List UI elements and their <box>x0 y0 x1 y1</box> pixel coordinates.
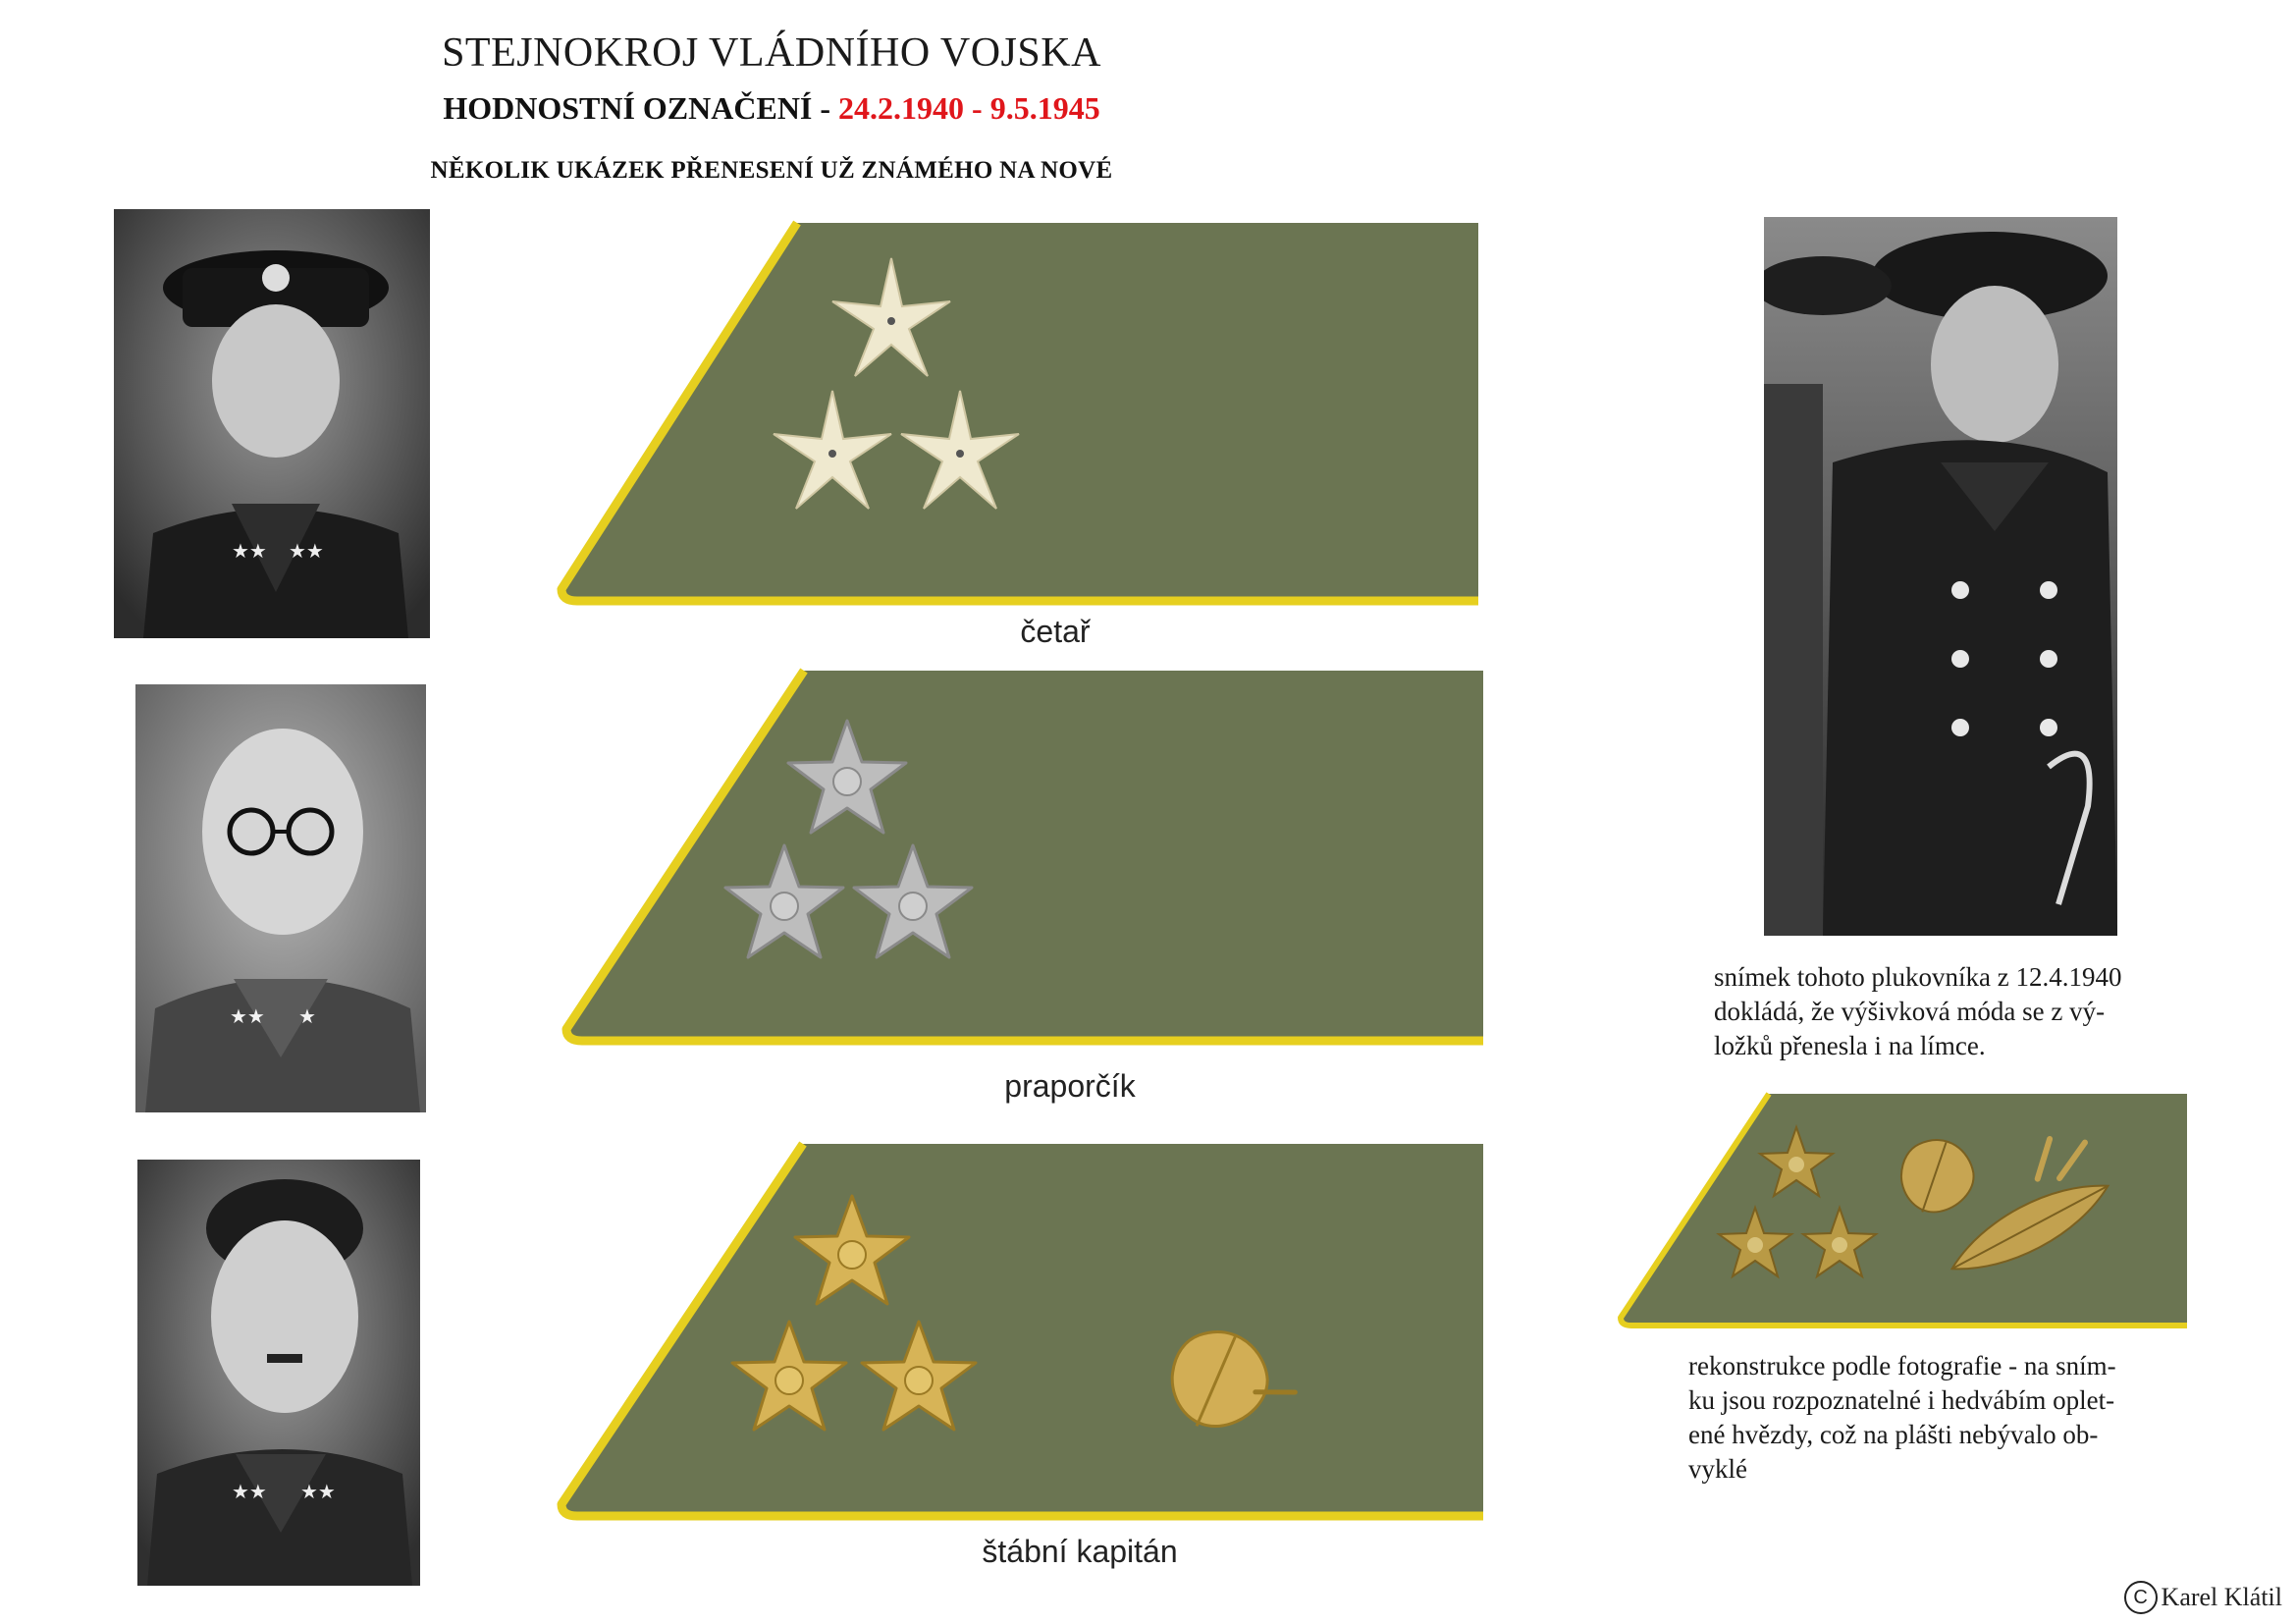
svg-text:★★: ★★ <box>232 1482 267 1503</box>
gold-star-left <box>732 1322 846 1430</box>
silver-star-top <box>788 721 906 833</box>
embroidered-star-right <box>1803 1208 1876 1276</box>
celluloid-star-top <box>832 258 950 376</box>
gold-star-top <box>795 1196 909 1304</box>
page-title: STEJNOKROJ VLÁDNÍHO VOJSKA <box>442 30 1101 76</box>
svg-text:★★: ★★ <box>230 1006 265 1028</box>
svg-text:★★: ★★ <box>300 1482 336 1503</box>
svg-text:★★: ★★ <box>232 541 267 563</box>
gold-insignia-group <box>558 1139 1485 1520</box>
portrait-photo-1 <box>114 209 430 638</box>
silver-stars-group <box>562 666 1485 1045</box>
reconstruction-note: rekonstrukce podle fotografie - na sním- ku jsou rozpoznatelné i hedvábím oplet- ené hvězdy, což na plášti nebývalo ob- vyklé <box>1688 1351 2116 1484</box>
embroidered-linden-leaf <box>1890 1128 1985 1222</box>
portrait-photo-3 <box>137 1160 420 1586</box>
gold-star-right <box>862 1322 976 1430</box>
rank-caption-stabni-kapitan: štábní kapitán <box>982 1534 1178 1569</box>
celluloid-stars-group <box>558 218 1480 605</box>
silver-star-left <box>725 845 843 957</box>
rank-caption-praporcik: praporčík <box>1004 1068 1136 1104</box>
silver-star-right <box>854 845 972 957</box>
subtitle-prefix: HODNOSTNÍ OZNAČENÍ - <box>443 90 839 126</box>
subtitle-dates: 24.2.1940 - 9.5.1945 <box>838 90 1100 126</box>
celluloid-star-right <box>901 391 1019 509</box>
colonel-photo <box>1764 217 2117 936</box>
embroidered-insignia-group <box>1618 1090 2189 1328</box>
svg-text:★★: ★★ <box>289 541 324 563</box>
svg-text:★: ★ <box>298 1006 316 1028</box>
embroidered-star-left <box>1719 1208 1791 1276</box>
copyright <box>2124 1581 2282 1614</box>
gold-linden-leaf <box>1158 1311 1298 1438</box>
celluloid-star-left <box>774 391 891 509</box>
portrait-photo-2 <box>135 684 426 1112</box>
page-subtitle <box>0 90 1543 127</box>
intro-heading: NĚKOLIK UKÁZEK PŘENESENÍ UŽ ZNÁMÉHO NA NOVÉ <box>430 157 1113 184</box>
rank-caption-cetar: četař <box>1020 614 1091 649</box>
copyright-symbol: C <box>2124 1581 2158 1614</box>
colonel-photo-note: snímek tohoto plukovníka z 12.4.1940 dokládá, že výšivková móda se z vý- ložků přenesla i na límce. <box>1714 962 2122 1060</box>
embroidered-star-top <box>1760 1127 1833 1196</box>
author-name: Karel Klátil <box>2161 1583 2282 1611</box>
